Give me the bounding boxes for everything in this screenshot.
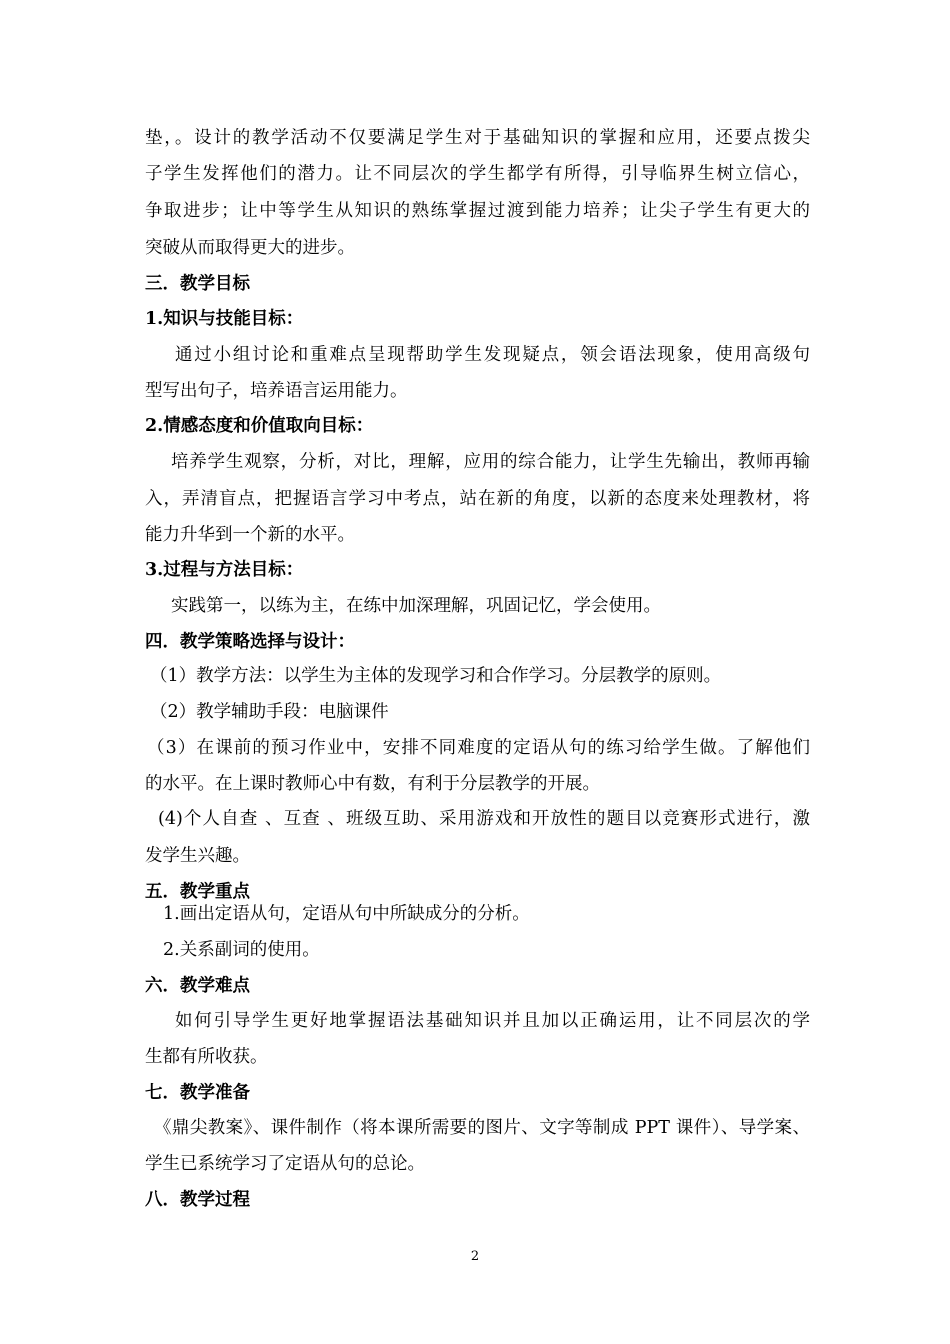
paragraph-line: 发学生兴趣。 bbox=[145, 846, 250, 866]
list-item: （1）教学方法：以学生为主体的发现学习和合作学习。分层教学的原则。 bbox=[150, 666, 722, 686]
list-item: （3）在课前的预习作业中，安排不同难度的定语从句的练习给学生做。了解他们 bbox=[147, 738, 810, 758]
list-item: （2）教学辅助手段：电脑课件 bbox=[150, 702, 389, 722]
paragraph-line: 争取进步；让中等学生从知识的熟练掌握过渡到能力培养；让尖子学生有更大的 bbox=[145, 201, 810, 221]
paragraph-line: 如何引导学生更好地掌握语法基础知识并且加以正确运用，让不同层次的学 bbox=[175, 1011, 810, 1031]
subsection-heading: 1.知识与技能目标： bbox=[145, 309, 304, 329]
paragraph-line: 《鼎尖教案》、课件制作（将本课所需要的图片、文字等制成 PPT 课件）、导学案、 bbox=[154, 1118, 810, 1138]
paragraph-line: 垫，。设计的教学活动不仅要满足学生对于基础知识的掌握和应用，还要点拨尖 bbox=[145, 128, 810, 148]
subsection-heading: 2.情感态度和价值取向目标： bbox=[145, 416, 374, 436]
section-heading: 六．教学难点 bbox=[145, 976, 250, 996]
paragraph-line: 的水平。在上课时教师心中有数，有利于分层教学的开展。 bbox=[145, 774, 600, 794]
section-heading: 五．教学重点 bbox=[145, 882, 250, 902]
paragraph-line: 通过小组讨论和重难点呈现帮助学生发现疑点，领会语法现象，使用高级句 bbox=[175, 345, 810, 365]
section-heading: 四．教学策略选择与设计： bbox=[145, 632, 355, 652]
page-number: 2 bbox=[470, 1249, 480, 1264]
paragraph-line: 生都有所收获。 bbox=[145, 1047, 268, 1067]
section-heading: 七．教学准备 bbox=[145, 1083, 250, 1103]
paragraph-line: 子学生发挥他们的潜力。让不同层次的学生都学有所得，引导临界生树立信心， bbox=[145, 164, 810, 184]
list-item: 2.关系副词的使用。 bbox=[163, 940, 320, 960]
list-item: (4)个人自查 、互查 、班级互助、采用游戏和开放性的题目以竞赛形式进行，激 bbox=[158, 809, 810, 829]
paragraph-line: 型写出句子，培养语言运用能力。 bbox=[145, 381, 408, 401]
section-heading: 八．教学过程 bbox=[145, 1190, 250, 1210]
paragraph-line: 突破从而取得更大的进步。 bbox=[145, 238, 355, 258]
paragraph-line: 学生已系统学习了定语从句的总论。 bbox=[145, 1154, 425, 1174]
paragraph-line: 培养学生观察，分析，对比，理解，应用的综合能力，让学生先输出，教师再输 bbox=[171, 452, 810, 472]
list-item: 1.画出定语从句，定语从句中所缺成分的分析。 bbox=[163, 904, 530, 924]
paragraph-line: 实践第一，以练为主，在练中加深理解，巩固记忆，学会使用。 bbox=[171, 596, 661, 616]
section-heading: 三．教学目标 bbox=[145, 274, 250, 294]
paragraph-line: 能力升华到一个新的水平。 bbox=[145, 525, 355, 545]
subsection-heading: 3.过程与方法目标： bbox=[145, 560, 304, 580]
paragraph-line: 入，弄清盲点，把握语言学习中考点，站在新的角度，以新的态度来处理教材，将 bbox=[145, 489, 810, 509]
